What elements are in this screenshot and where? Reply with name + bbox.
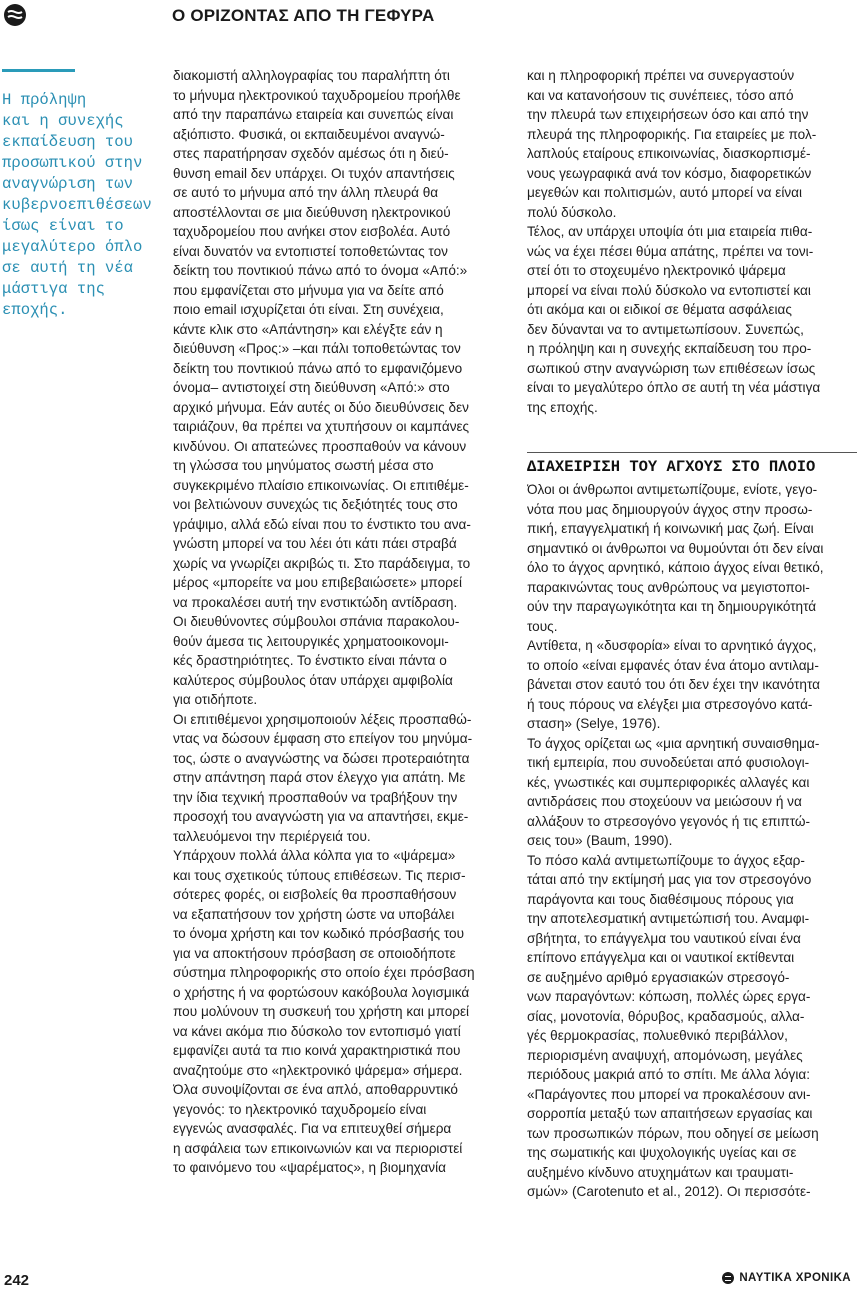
text-line: σμών» (Carotenuto et al., 2012). Οι περισσότε-: [527, 1184, 811, 1199]
text-line: λαπλούς εταίρους επικοινωνίας, διασκορπισμέ-: [527, 146, 811, 161]
text-line: το όνομα χρήστη και τον κωδικό πρόσβασής του: [173, 926, 465, 941]
text-line: ταλλευόμενοι την περιέργειά του.: [173, 828, 371, 844]
text-line: εγγενώς ανασφαλές. Για να επιτευχθεί σήμερα: [173, 1121, 452, 1136]
text-line: αρχικό μήνυμα. Εάν αυτές οι δύο διευθύνσεις δεν: [173, 399, 469, 415]
text-line: αυξημένο κίνδυνο ατυχημάτων και τραυματι-: [527, 1164, 794, 1180]
text-line: τη γλώσσα του μηνύματος σωστή μέσα στο: [173, 458, 434, 473]
text-line: τική εμπειρία, που συνοδεύεται από φυσιολογι-: [527, 755, 810, 770]
text-line: δεν δύνανται να το αντιμετωπίσουν. Συνεπώς,: [527, 321, 804, 337]
text-line: ο χρήστης ή να φορτώσουν κακόβουλα λογισμικά: [173, 984, 470, 1000]
pullquote-line: εκπαίδευση του: [2, 133, 134, 151]
text-line: περιορισμένη αναψυχή, απομόνωση, μεγάλες: [527, 1047, 803, 1063]
text-line: πική, επαγγελματική ή κοινωνική μας ζωή. Είναι: [527, 521, 814, 536]
text-line: ταχυδρομείου που ανήκει στον εισβολέα. Αυτό: [173, 224, 451, 239]
text-line: σε αυξημένο αριθμό εργασιακών στρεσογό-: [527, 969, 790, 985]
text-line: Όλα συνοψίζονται σε ένα απλό, αποθαρρυντικό: [173, 1082, 458, 1097]
text-line: όνομα– αντιστοιχεί στη διεύθυνση «Από:» στο: [173, 380, 450, 395]
text-line: την πλευρά των επιχειρήσεων όσο και από την: [527, 107, 809, 122]
text-line: επίπονο επάγγελμα και οι ναυτικοί εκτίθενται: [527, 950, 795, 965]
text-line: το μήνυμα ηλεκτρονικού ταχυδρομείου προήλθε: [173, 87, 461, 103]
text-line: αλλάξουν το στρεσογόνο γεγονός ή τις επιπτώ-: [527, 813, 811, 829]
pullquote-line: εποχής.: [2, 301, 68, 319]
text-line: τάται από την εκτίμησή μας για τον στρεσογόνο: [527, 872, 812, 887]
text-line: την ίδια τεχνική προσπαθούν να τραβήξουν την: [173, 789, 458, 805]
text-line: τος, ώστε ο αναγνώστης να δώσει προτεραιότητα: [173, 750, 470, 766]
text-line: και η πληροφορική πρέπει να συνεργαστούν: [527, 68, 795, 83]
text-line: μέρος «μπορείτε να μου επιβεβαιώσετε» μπορεί: [173, 575, 462, 590]
text-line: χωρίς να γνωρίζει ακριβώς τι. Στο παράδειγμα, το: [173, 555, 471, 571]
text-line: νότα που μας δημιουργούν άγχος στην προσω-: [527, 501, 813, 517]
text-line: σβήτητα, το επάγγελμα του ναυτικού είναι ένα: [527, 930, 801, 946]
text-line: ή τους πόρους να ελέγξει μια στρεσογόνο κατά-: [527, 696, 813, 712]
text-line: Τέλος, αν υπάρχει υποψία ότι μια εταιρεία πιθα-: [527, 224, 813, 239]
text-line: θυνση email δεν υπάρχει. Οι τυχόν απαντήσεις: [173, 165, 455, 181]
text-line: να κάνει ακόμα πιο δύσκολο τον εντοπισμό γιατί: [173, 1023, 461, 1039]
text-line: σταση» (Selye, 1976).: [527, 716, 661, 731]
pullquote: [2, 90, 164, 321]
text-line: νώς να έχει πέσει θύμα απάτης, πρέπει να τονι-: [527, 243, 814, 259]
text-line: γνώστη μπορεί να του λέει ότι κάτι πάει στραβά: [173, 536, 457, 551]
text-line: ντας να δώσουν έμφαση στο επείγον του μηνύμα-: [173, 731, 473, 746]
brand-logo-icon: [722, 1272, 734, 1284]
text-line: διακομιστή αλληλογραφίας του παραλήπτη ότι: [173, 68, 450, 83]
text-line: σημαντικό οι άνθρωποι να θυμούνται ότι δεν είναι: [527, 540, 824, 556]
text-line: της σωματικής και ψυχολογικής υγείας και σε: [527, 1145, 797, 1160]
text-line: Το πόσο καλά αντιμετωπίζουμε το άγχος εξαρ-: [527, 852, 805, 868]
text-line: των προσωπικών πόρων, που οδηγεί σε μείωση: [527, 1125, 819, 1141]
text-line: Όλοι οι άνθρωποι αντιμετωπίζουμε, ενίοτε, γεγο-: [527, 482, 818, 497]
text-line: αναζητούμε στο «ηλεκτρονικό ψάρεμα» σήμερα.: [173, 1062, 463, 1078]
pullquote-line: κυβερνοεπιθέσεων: [2, 196, 152, 214]
text-line: που μολύνουν τη συσκευή του χρήστη και μπορεί: [173, 1004, 470, 1019]
text-line: να εξαπατήσουν τον χρήστη ώστε να υποβάλει: [173, 906, 455, 922]
text-line: ταιριάζουν, θα πρέπει να χτυπήσουν οι καμπάνες: [173, 419, 470, 434]
text-line: περιόδους μακριά από το σπίτι. Με άλλα λόγια:: [527, 1067, 810, 1082]
pullquote-line: αναγνώριση των: [2, 175, 134, 193]
text-line: νων παραγόντων: κόπωση, πολλές ώρες εργα-: [527, 989, 811, 1004]
text-line: θούν άμεσα τις λειτουργικές χρηματοοικονομι-: [173, 633, 449, 649]
text-line: Το άγχος ορίζεται ως «μια αρνητική συναισθημα-: [527, 735, 820, 751]
text-line: παράγοντα και τους διαθέσιμους πόρους για: [527, 891, 794, 907]
text-line: εμφανίζει αυτά τα πιο κοινά χαρακτηριστικά που: [173, 1043, 461, 1058]
text-line: της εποχής.: [527, 399, 598, 415]
page-number: 242: [4, 1272, 30, 1289]
text-line: το φαινόμενο του «ψαρέματος», η βιομηχανία: [173, 1160, 446, 1175]
text-line: δείκτη του ποντικιού πάνω από το εμφανιζόμενο: [173, 360, 463, 376]
text-line: στες παρατήρησαν σχεδόν αμέσως ότι η διεύ-: [173, 146, 449, 161]
text-line: μεγεθών και πολιτισμών, αυτό μπορεί να είναι: [527, 185, 803, 200]
section-heading: ΔΙΑΧΕΙΡΙΣΗ ΤΟΥ ΑΓΧΟΥΣ ΣΤΟ ΠΛΟΙΟ: [527, 458, 816, 476]
text-line: προσοχή του αναγνώστη για να απαντήσει, εκμε-: [173, 809, 469, 824]
text-line: μπορεί να είναι πολύ δύσκολο να εντοπιστεί και: [527, 282, 811, 298]
text-line: βάνεται στον εαυτό του ότι δεν έχει την ικανότητα: [527, 677, 821, 692]
text-line: για οτιδήποτε.: [173, 692, 258, 707]
text-line: Οι διευθύνοντες σύμβουλοι σπάνια παρακολου-: [173, 614, 460, 629]
section-body: [527, 480, 857, 1202]
text-line: γές θερμοκρασίας, πολυεθνικό περιβάλλον,: [527, 1028, 788, 1043]
text-line: ποιο email ισχυρίζεται ότι είναι. Στη συνέχεια,: [173, 302, 444, 317]
pullquote-line: και η συνεχής: [2, 112, 124, 130]
text-line: «Παράγοντες που μπορεί να προκαλέσουν ανι-: [527, 1086, 811, 1102]
text-line: σύστημα πληροφορικής στο οποίο έχει πρόσβαση: [173, 965, 475, 980]
text-line: σότερες φορές, οι εισβολείς θα προσπαθήσουν: [173, 887, 457, 902]
text-line: ότι ακόμα και οι ειδικοί σε θέματα ασφάλειας: [527, 302, 792, 317]
text-line: είναι δυνατόν να εντοπιστεί τοποθετώντας τον: [173, 243, 448, 259]
text-line: Οι επιτιθέμενοι χρησιμοποιούν λέξεις προσπαθώ-: [173, 711, 472, 727]
text-line: όλο το άγχος αρνητικό, κάποιο άγχος είναι θετικό,: [527, 560, 824, 575]
text-line: η πρόληψη και η συνεχής εκπαίδευση του προ-: [527, 341, 812, 356]
text-line: να προκαλέσει αυτή την ενστικτώδη αντίδραση.: [173, 594, 458, 610]
text-line: κές δραστηριότητες. Το ένστικτο είναι πάντα ο: [173, 653, 447, 668]
text-line: κές, γνωστικές και συμπεριφορικές αλλαγές και: [527, 774, 810, 790]
brand-footer: [722, 1272, 851, 1284]
pullquote-line: μεγαλύτερο όπλο: [2, 238, 143, 256]
text-line: αντιδράσεις που στοχεύουν να μειώσουν ή να: [527, 794, 802, 809]
text-line: γράψιμο, αλλά εδώ είναι που το ένστικτο του ανα-: [173, 516, 471, 532]
article-column-right: [527, 66, 857, 417]
text-line: τους.: [527, 618, 558, 634]
text-line: καλύτερος σύμβουλος όταν υπάρχει αμφιβολία: [173, 672, 453, 688]
text-line: νοι βελτιώνουν συνεχώς τις δεξιότητές τους στο: [173, 497, 458, 512]
text-line: στην απάντηση παρά στον έλεγχο για απάτη. Με: [173, 770, 466, 785]
text-line: σίας, μονοτονία, θόρυβος, κραδασμούς, αλλα-: [527, 1008, 805, 1024]
text-line: από την παραπάνω εταιρεία και συνεπώς είναι: [173, 107, 454, 122]
pullquote-line: προσωπικού στην: [2, 154, 143, 172]
text-line: Αντίθετα, η «δυσφορία» είναι το αρνητικό άγχος,: [527, 638, 817, 653]
text-line: και να κατανοήσουν τις συνέπειες, τόσο από: [527, 87, 794, 103]
text-line: αποστέλλονται σε μια διεύθυνση ηλεκτρονικού: [173, 204, 451, 220]
article-column-middle: [173, 66, 508, 1178]
text-line: σε αυτό το μήνυμα από την άλλη πλευρά θα: [173, 185, 439, 200]
text-line: κάντε κλικ στο «Απάντηση» και ελέγξτε εάν η: [173, 321, 443, 337]
text-line: για να αποκτήσουν πρόσβαση σε οποιοδήποτε: [173, 945, 456, 961]
page-header-title: Ο ΟΡΙΖΟΝΤΑΣ ΑΠΟ ΤΗ ΓΕΦΥΡΑ: [172, 6, 435, 25]
text-line: πλευρά της πληροφορικής. Για εταιρείες με πολ-: [527, 126, 817, 142]
magazine-logo-icon: [4, 4, 26, 26]
text-line: κινδύνου. Οι απατεώνες προσπαθούν να κάνουν: [173, 438, 467, 454]
pullquote-rule: [2, 69, 75, 72]
pullquote-line: ίσως είναι το: [2, 217, 124, 235]
text-line: σωπικού στην αναγνώριση των επιθέσεων ίσως: [527, 360, 816, 376]
text-line: σεις του» (Baum, 1990).: [527, 833, 673, 848]
text-line: γεγονός: το ηλεκτρονικό ταχυδρομείο είναι: [173, 1101, 427, 1117]
pullquote-line: Η πρόληψη: [2, 91, 87, 109]
text-line: που εμφανίζεται στο μήνυμα για να δείτε από: [173, 282, 444, 298]
text-line: αξιόπιστο. Φυσικά, οι εκπαιδευμένοι αναγνώ-: [173, 126, 445, 142]
text-line: πολύ δύσκολο.: [527, 204, 617, 220]
text-line: σορροπία μεταξύ των απαιτήσεων εργασίας και: [527, 1106, 813, 1121]
text-line: την αποτελεσματική αντιμετώπισή του. Αναμφι-: [527, 911, 810, 926]
pullquote-line: σε αυτή τη νέα: [2, 259, 134, 277]
pullquote-line: μάστιγα της: [2, 280, 105, 298]
text-line: το οποίο «είναι εμφανές όταν ένα άτομο αντιλαμ-: [527, 657, 819, 673]
section-divider: [527, 452, 857, 453]
text-line: η ασφάλεια των επικοινωνιών και να περιοριστεί: [173, 1140, 463, 1156]
text-line: νους γεωγραφικά ανά τον κόσμο, διαφορετικών: [527, 165, 812, 181]
text-line: συγκεκριμένο πλαίσιο επικοινωνίας. Οι επιτιθέμε-: [173, 477, 469, 493]
text-line: παρακινώντας τους ανθρώπους να μεγιστοποι-: [527, 579, 810, 595]
text-line: ούν την παραγωγικότητα και τη δημιουργικότητά: [527, 599, 817, 614]
text-line: διεύθυνση «Προς:» –και πάλι τοποθετώντας τον: [173, 341, 461, 356]
text-line: Υπάρχουν πολλά άλλα κόλπα για το «ψάρεμα»: [173, 848, 456, 863]
text-line: στεί ότι το στοχευμένο ηλεκτρονικό ψάρεμα: [527, 263, 786, 278]
text-line: δείκτη του ποντικιού πάνω από το όνομα «Από:»: [173, 263, 468, 278]
text-line: είναι το μεγαλύτερο όπλο σε αυτή τη νέα μάστιγα: [527, 380, 821, 395]
brand-name: ΝΑΥΤΙΚΑ ΧΡΟΝΙΚΑ: [739, 1272, 851, 1284]
text-line: και τους σχετικούς τύπους επιθέσεων. Τις περισ-: [173, 867, 466, 883]
